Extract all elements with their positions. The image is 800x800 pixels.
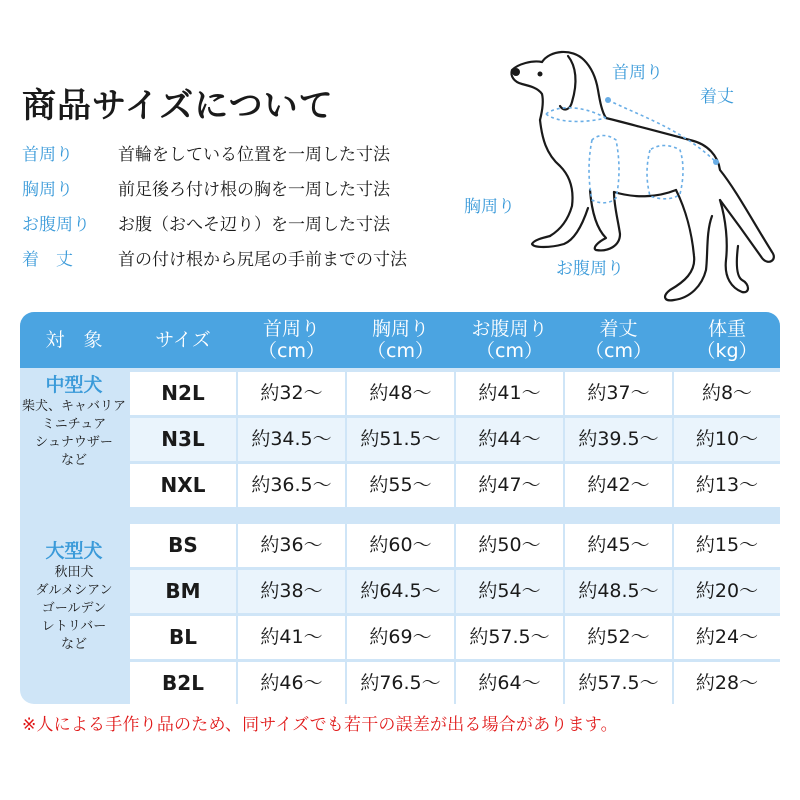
table-cell-neck: 約34.5～ [238,418,345,461]
definition-desc: 首輪をしている位置を一周した寸法 [118,145,390,165]
table-cell-neck: 約41～ [238,616,345,659]
diagram-label-belly: お腹周り [556,259,624,279]
table-cell-size: NXL [130,464,236,507]
table-cell-length: 約48.5～ [565,570,672,613]
table-cell-weight: 約20～ [674,570,780,613]
table-cell-length: 約57.5～ [565,662,672,705]
header-weight: 体重 （kg） [696,318,758,362]
group-large-dogs [20,538,128,698]
table-cell-belly: 約57.5～ [456,616,563,659]
header-chest: 胸周り （cm） [367,318,434,362]
diagram-label-chest: 胸周り [464,197,515,217]
table-cell-neck: 約38～ [238,570,345,613]
header-belly: お腹周り （cm） [471,318,548,362]
group-breed: ダルメシアン [35,583,113,598]
group-breed: ゴールデン [41,601,107,616]
table-cell-weight: 約8～ [674,372,780,415]
definition-term: 首周り [22,145,73,165]
table-cell-weight: 約10～ [674,418,780,461]
table-cell-length: 約52～ [565,616,672,659]
table-cell-chest: 約69～ [347,616,454,659]
table-cell-neck: 約46～ [238,662,345,705]
table-cell-size: B2L [130,662,236,705]
table-cell-chest: 約60～ [347,524,454,567]
footnote-warning: ※人による手作り品のため、同サイズでも若干の誤差が出る場合があります。 [22,715,618,735]
group-breed: 柴犬、キャバリア [21,399,126,414]
table-cell-neck: 約36～ [238,524,345,567]
header-length: 着丈 （cm） [585,318,652,362]
definition-belly [22,210,492,240]
table-cell-length: 約45～ [565,524,672,567]
definition-length [22,245,492,275]
group-breed: ミニチュア [41,417,107,432]
header-size: サイズ [155,329,211,351]
definition-term: 着 丈 [22,250,73,270]
definition-desc: 首の付け根から尻尾の手前までの寸法 [118,250,407,270]
table-cell-size: N2L [130,372,236,415]
table-cell-chest: 約64.5～ [347,570,454,613]
table-cell-length: 約42～ [565,464,672,507]
definition-chest [22,175,492,205]
table-cell-weight: 約15～ [674,524,780,567]
table-cell-chest: 約48～ [347,372,454,415]
table-cell-neck: 約32～ [238,372,345,415]
table-cell-belly: 約54～ [456,570,563,613]
table-cell-chest: 約55～ [347,464,454,507]
table-cell-belly: 約50～ [456,524,563,567]
table-cell-size: N3L [130,418,236,461]
page-title: 商品サイズについて [22,86,334,126]
diagram-label-length: 着丈 [700,87,734,107]
definition-term: 胸周り [22,180,73,200]
group-breed: など [60,637,87,652]
dog-measurement-diagram [464,20,800,320]
definition-term: お腹周り [22,215,90,235]
group-name: 大型犬 [45,540,103,562]
definition-desc: お腹（おへそ辺り）を一周した寸法 [118,215,390,235]
table-cell-size: BM [130,570,236,613]
group-name: 中型犬 [45,374,103,396]
definition-neck [22,140,492,170]
group-breed: シュナウザー [35,435,113,450]
table-cell-size: BS [130,524,236,567]
table-cell-neck: 約36.5～ [238,464,345,507]
group-medium-dogs [20,372,128,510]
table-cell-weight: 約28～ [674,662,780,705]
table-cell-size: BL [130,616,236,659]
table-cell-weight: 約13～ [674,464,780,507]
group-breed: など [60,453,87,468]
size-table [20,312,780,704]
definition-desc: 前足後ろ付け根の胸を一周した寸法 [118,180,390,200]
group-breed: レトリバー [41,619,107,634]
table-cell-length: 約39.5～ [565,418,672,461]
table-cell-chest: 約76.5～ [347,662,454,705]
table-cell-belly: 約47～ [456,464,563,507]
header-target: 対 象 [45,329,103,351]
table-cell-length: 約37～ [565,372,672,415]
table-cell-belly: 約41～ [456,372,563,415]
table-cell-belly: 約44～ [456,418,563,461]
header-neck: 首周り （cm） [258,318,325,362]
group-breed: 秋田犬 [54,565,94,580]
table-cell-chest: 約51.5～ [347,418,454,461]
table-cell-weight: 約24～ [674,616,780,659]
table-cell-belly: 約64～ [456,662,563,705]
diagram-label-neck: 首周り [612,63,663,83]
